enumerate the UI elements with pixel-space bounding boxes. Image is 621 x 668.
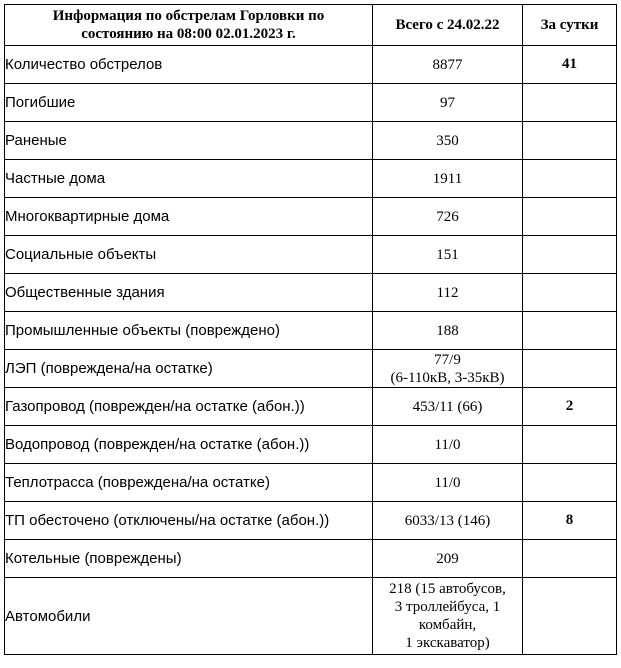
- row-label: Раненые: [5, 122, 373, 160]
- row-total: 112: [373, 274, 523, 312]
- row-total: [373, 350, 523, 388]
- row-daily: [523, 198, 617, 236]
- table-row: [5, 388, 617, 426]
- row-total: 453/11 (66): [373, 388, 523, 426]
- shelling-report-table: [4, 4, 617, 655]
- row-total-line-3: комбайн,: [418, 617, 477, 633]
- row-label: Газопровод (поврежден/на остатке (абон.)): [5, 388, 373, 426]
- row-daily: 8: [523, 502, 617, 540]
- row-daily: [523, 426, 617, 464]
- row-label: Водопровод (поврежден/на остатке (абон.)): [5, 426, 373, 464]
- row-total-line-2: (6-110кВ, 3-35кВ): [390, 369, 505, 386]
- row-daily: [523, 160, 617, 198]
- table-row: [5, 46, 617, 84]
- row-label: Общественные здания: [5, 274, 373, 312]
- row-daily: 2: [523, 388, 617, 426]
- row-daily: [523, 350, 617, 388]
- row-label: Автомобили: [5, 578, 373, 655]
- row-daily: [523, 312, 617, 350]
- table-row: [5, 426, 617, 464]
- row-total: 97: [373, 84, 523, 122]
- table-row: [5, 198, 617, 236]
- row-total: 1911: [373, 160, 523, 198]
- row-daily: [523, 236, 617, 274]
- row-daily: [523, 84, 617, 122]
- header-total-column: Всего с 24.02.22: [373, 5, 523, 46]
- row-total: [373, 578, 523, 655]
- row-total-line-1: 218 (15 автобусов,: [389, 581, 506, 597]
- row-total: 151: [373, 236, 523, 274]
- row-label: Частные дома: [5, 160, 373, 198]
- row-total: 11/0: [373, 426, 523, 464]
- header-title-line-2: состоянию на 08:00 02.01.2023 г.: [81, 26, 296, 42]
- row-label: Котельные (повреждены): [5, 540, 373, 578]
- row-daily: [523, 274, 617, 312]
- row-total: 726: [373, 198, 523, 236]
- table-header-row: [5, 5, 617, 46]
- row-total: 11/0: [373, 464, 523, 502]
- table-row: [5, 350, 617, 388]
- table-row: [5, 236, 617, 274]
- table-row: [5, 540, 617, 578]
- row-total: 6033/13 (146): [373, 502, 523, 540]
- row-label: Погибшие: [5, 84, 373, 122]
- row-label: Количество обстрелов: [5, 46, 373, 84]
- row-label: Теплотрасса (повреждена/на остатке): [5, 464, 373, 502]
- row-total-line-1: 77/9: [434, 351, 461, 368]
- row-total-line-2: 3 троллейбуса, 1: [394, 599, 501, 615]
- row-label: Промышленные объекты (повреждено): [5, 312, 373, 350]
- row-daily: [523, 578, 617, 655]
- table-row: [5, 122, 617, 160]
- table-row: [5, 160, 617, 198]
- table-row: [5, 274, 617, 312]
- table-row: [5, 502, 617, 540]
- row-daily: [523, 464, 617, 502]
- row-label: ЛЭП (повреждена/на остатке): [5, 350, 373, 388]
- row-label: Социальные объекты: [5, 236, 373, 274]
- row-total: 8877: [373, 46, 523, 84]
- header-daily-column: За сутки: [523, 5, 617, 46]
- table-row: [5, 464, 617, 502]
- header-title-line-1: Информация по обстрелам Горловки по: [52, 8, 325, 24]
- row-label: Многоквартирные дома: [5, 198, 373, 236]
- row-daily: [523, 122, 617, 160]
- row-label: ТП обесточено (отключены/на остатке (абон.)): [5, 502, 373, 540]
- row-daily: [523, 540, 617, 578]
- row-daily: 41: [523, 46, 617, 84]
- table-row: [5, 84, 617, 122]
- table-row: [5, 312, 617, 350]
- header-title: [5, 5, 373, 46]
- row-total-line-4: 1 экскаватор): [405, 635, 490, 651]
- table-row: [5, 578, 617, 655]
- row-total: 350: [373, 122, 523, 160]
- row-total: 209: [373, 540, 523, 578]
- row-total: 188: [373, 312, 523, 350]
